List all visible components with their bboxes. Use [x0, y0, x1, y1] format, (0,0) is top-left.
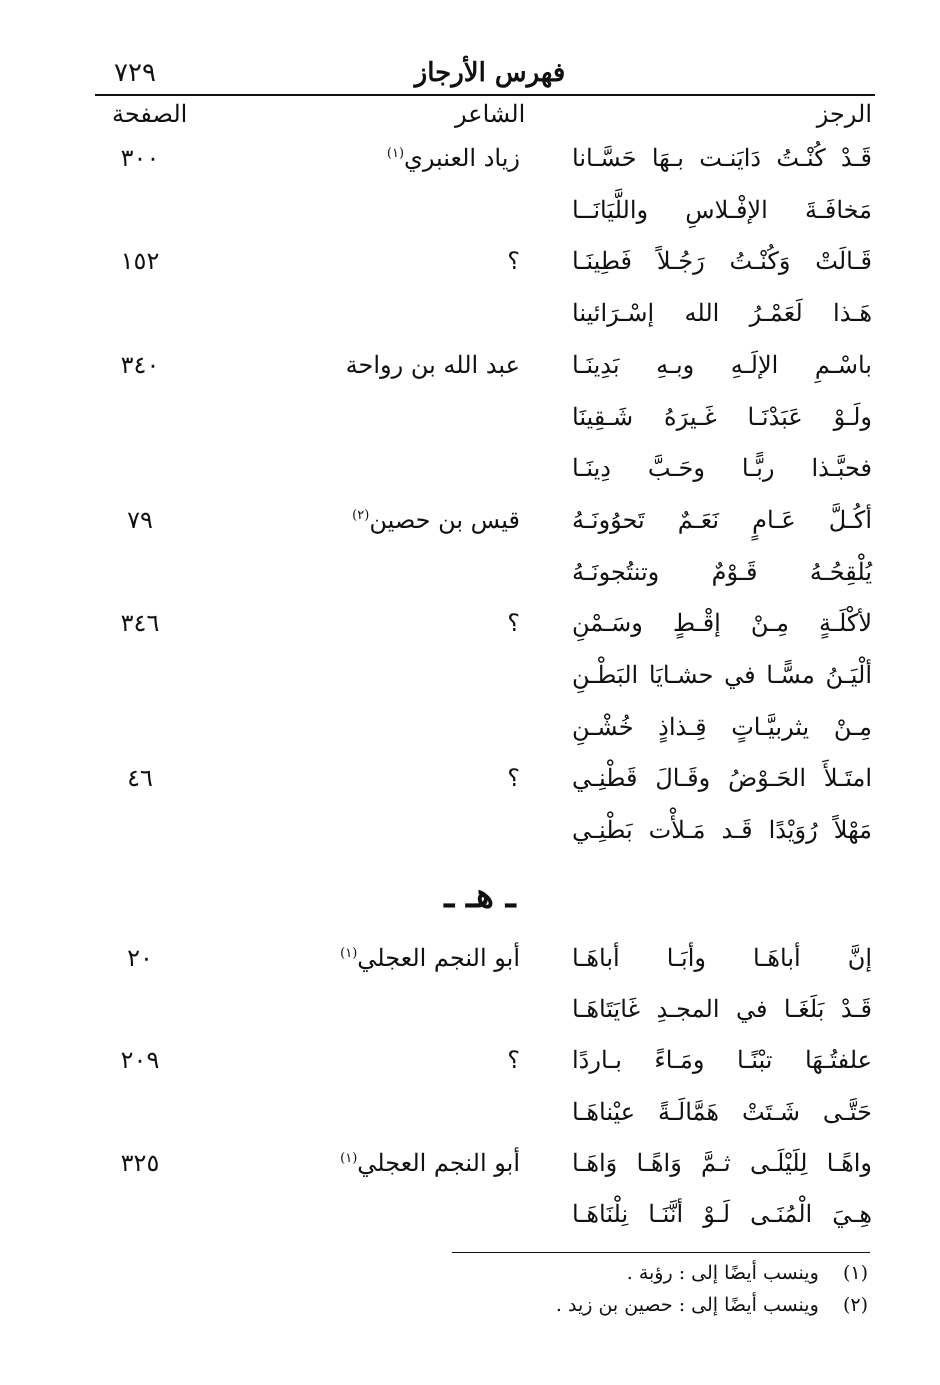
page-reference: ٢٠٩ [120, 1046, 160, 1075]
poet-name-text: ؟ [507, 764, 520, 793]
verse-line: علفتُـهَا تبْنًـا ومَـاءً بـاردًا [572, 1046, 872, 1075]
footnote-2 [556, 1294, 868, 1316]
column-header-page: الصفحة [112, 100, 188, 128]
verse-line: ولَـوْ عَبَدْنَـا غَـيرَهُ شَـقِينَا [572, 402, 872, 431]
verse-line: قَـدْ بَلَغَـا في المجـدِ غَايَتَاهَـا [572, 995, 872, 1024]
section-letter-heading: ـ هـ ـ [444, 876, 516, 916]
header-rule [95, 94, 875, 96]
page-reference: ٣٤٦ [120, 609, 160, 638]
column-header-rajaz: الرجز [816, 100, 872, 128]
page-number: ٧٢٩ [114, 58, 156, 88]
poet-name [260, 138, 520, 178]
footnote-1 [627, 1262, 868, 1284]
verse-line: امتَـلأَ الحَـوْضُ وقَـالَ قَطْنِـي [572, 764, 872, 793]
verse-line: أكُـلَّ عَـامٍ نَعَـمٌ تَحوُونَـهُ [572, 505, 872, 534]
verse-line: حَتَّـى شَـتَتْ هَمَّالَـةً عيْناهَـا [572, 1097, 872, 1126]
poet-name [260, 1040, 520, 1080]
poet-name-text: عبد الله بن رواحة [345, 350, 520, 379]
footnote-number: (٢) [842, 1294, 868, 1316]
poet-name [260, 603, 520, 643]
poet-name-text: زياد العنبري [404, 144, 520, 172]
verse-line: فحبَّـذا ربًّـا وحَـبَّ دِينَـا [572, 454, 872, 483]
footnote-text: وينسب أيضًا إلى : حصين بن زيد . [555, 1294, 819, 1316]
footnote-number: (١) [842, 1262, 868, 1284]
verse-line: مَهْلاً رُوَيْدًا قَـد مَـلأْت بَطْنِـي [572, 816, 872, 845]
footnote-marker: (٢) [352, 507, 370, 523]
verse-line: ألْيَـنُ مسًّـا في حشـايَا البَطْـنِ [572, 661, 872, 689]
poet-name-text: أبو النجم العجلي [357, 944, 520, 972]
poet-name [260, 500, 520, 540]
verse-line: هَـذا لَعَمْـرُ الله إسْـرَائينا [572, 299, 872, 328]
verse-line: إنَّ أباهَـا وأبَـا أباهَـا [572, 944, 872, 972]
poet-name [260, 1143, 520, 1183]
verse-line: لأكْلَـةٍ مِـنْ إقْـطٍ وسَـمْنِ [572, 609, 872, 638]
running-title: فهرس الأرجاز [414, 58, 566, 88]
verse-line: واهًـا لِلَيْلَـى ثـمَّ وَاهًـا وَاهَـا [572, 1148, 872, 1177]
poet-name-text: أبو النجم العجلي [357, 1148, 520, 1177]
verse-line: مَخافَـةَ الإفْـلاسِ واللَّيَانَــا [572, 195, 872, 224]
verse-line: باسْـمِ الإلَـهِ وبـهِ بَدِينَـا [572, 350, 872, 379]
verse-line: قَـدْ كُنْـتُ دَايَنـت بـهَا حَسَّـانا [572, 144, 872, 172]
poet-name [260, 758, 520, 798]
footnote-rule [452, 1252, 870, 1253]
verse-line: قَـالَتْ وَكُنْـتُ رَجُـلاً فَطِينَـا [572, 247, 872, 276]
page-reference: ٤٦ [127, 764, 153, 793]
verse-line: مِـنْ يثربيَّـاتٍ قِـذاذٍ خُشْـنِ [572, 712, 872, 741]
poet-name-text: ؟ [507, 609, 520, 638]
column-header-poet: الشاعر [455, 100, 526, 128]
poet-name [260, 241, 520, 281]
verse-line: يُلْقِحُـهُ قَـوْمٌ وتنتُجونَـهُ [572, 557, 872, 586]
poet-name-text: قيس بن حصين [369, 505, 520, 534]
page-reference: ١٥٢ [120, 247, 160, 276]
poet-name-text: ؟ [507, 1046, 520, 1075]
page-reference: ٣٢٥ [120, 1148, 160, 1177]
footnote-marker: (١) [386, 146, 405, 161]
footnote-marker: (١) [340, 1150, 358, 1166]
page-reference: ٣٠٠ [120, 144, 160, 172]
page-reference: ٧٩ [127, 505, 153, 534]
footnote-marker: (١) [340, 946, 358, 961]
page-reference: ٣٤٠ [120, 350, 160, 379]
page-reference: ٢٠ [127, 944, 153, 972]
verse-line: هِـيَ الْمُنَـى لَـوْ أنَّنَـا نِلْنَاهَـا [572, 1200, 872, 1228]
poet-name [260, 938, 520, 978]
poet-name-text: ؟ [507, 247, 520, 276]
poet-name [260, 345, 520, 385]
footnote-text: وينسب أيضًا إلى : رؤبة . [626, 1262, 819, 1284]
